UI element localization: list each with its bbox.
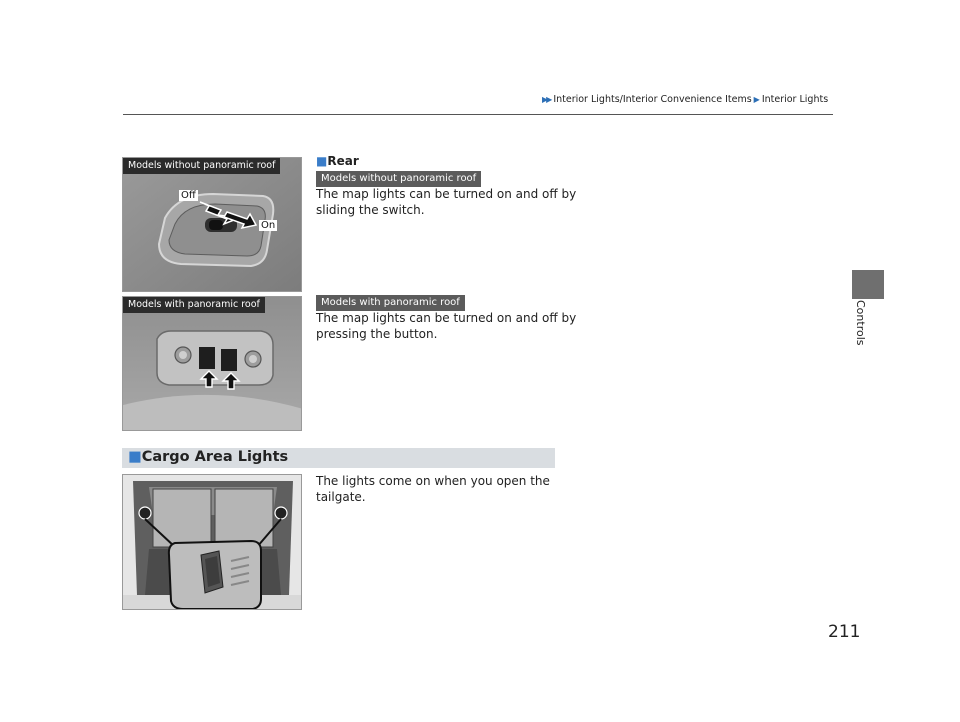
model-badge-without-roof: Models without panoramic roof <box>316 171 481 187</box>
section-square-icon: ■ <box>316 154 328 168</box>
side-tab-marker <box>852 270 884 299</box>
rear-without-roof-text: The map lights can be turned on and off by sliding the switch. <box>316 187 577 217</box>
map-light-slide-switch-illustration <box>122 157 302 292</box>
model-badge-with-roof: Models with panoramic roof <box>316 295 465 311</box>
breadcrumb-separator-icon: ▶ <box>753 95 760 104</box>
image-caption: Models without panoramic roof <box>123 158 280 174</box>
cargo-area-drawing <box>123 475 302 610</box>
map-light-button-illustration <box>122 296 302 431</box>
side-tab-label: Controls <box>854 300 867 346</box>
off-callout: Off <box>181 190 196 201</box>
cargo-area-illustration <box>122 474 302 610</box>
breadcrumb-item-current[interactable]: Interior Lights <box>761 94 829 105</box>
section-square-icon: ■ <box>128 449 142 465</box>
image-caption: Models with panoramic roof <box>123 297 265 313</box>
rear-with-roof-text: The map lights can be turned on and off by pressing the button. <box>316 311 577 341</box>
rear-heading: ■Rear <box>316 154 359 168</box>
button-light-drawing <box>123 297 302 431</box>
cargo-heading: ■Cargo Area Lights <box>128 449 289 465</box>
breadcrumb-arrow-icon: ▶▶ <box>542 95 551 104</box>
breadcrumb-item[interactable]: Interior Lights/Interior Convenience Items <box>553 94 752 105</box>
breadcrumb <box>542 94 828 105</box>
cargo-text: The lights come on when you open the tailgate. <box>316 474 550 504</box>
header-divider <box>123 114 833 115</box>
on-callout: On <box>261 220 276 231</box>
page-number: 211 <box>828 622 861 642</box>
